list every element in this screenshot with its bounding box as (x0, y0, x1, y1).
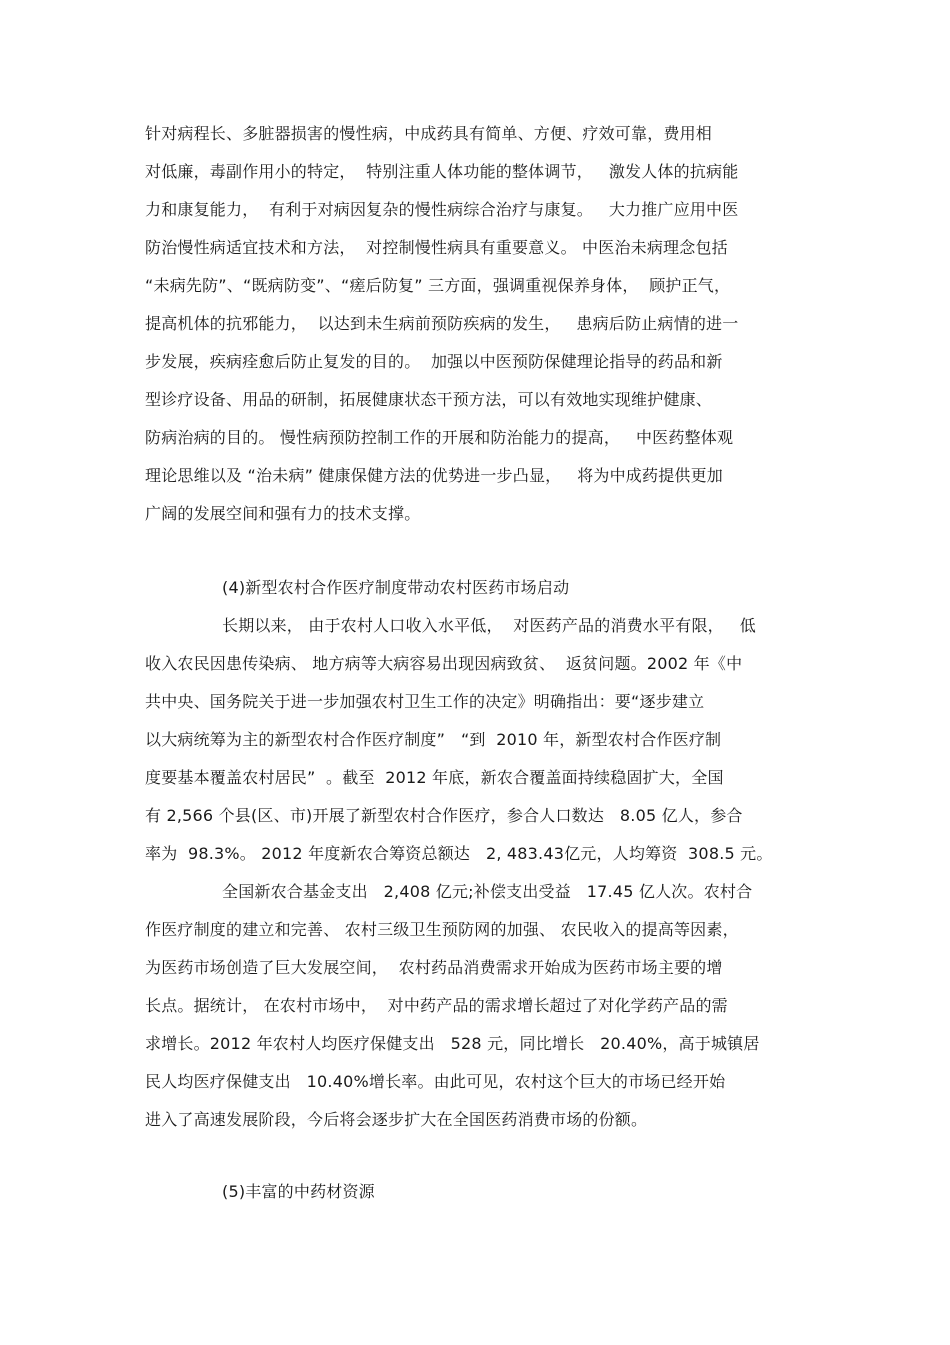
text-line: 对低廉，毒副作用小的特定， 特别注重人体功能的整体调节， 激发人体的抗病能 (145, 162, 739, 181)
text-line: 力和康复能力， 有利于对病因复杂的慢性病综合治疗与康复。 大力推广应用中医 (145, 200, 739, 219)
text-line: 防治慢性病适宜技术和方法， 对控制慢性病具有重要意义。 中医治未病理念包括 (145, 238, 728, 257)
text-line: 为医药市场创造了巨大发展空间， 农村药品消费需求开始成为医药市场主要的增 (145, 958, 723, 977)
text-line: 收入农民因患传染病、 地方病等大病容易出现因病致贫、 返贫问题。2002 年《中 (145, 654, 743, 673)
text-line: 全国新农合基金支出 2,408 亿元;补偿支出受益 17.45 亿人次。农村合 (222, 882, 753, 901)
text-line: 理论思维以及 “治未病” 健康保健方法的优势进一步凸显， 将为中成药提供更加 (145, 466, 724, 485)
text-line: 提高机体的抗邪能力， 以达到未生病前预防疾病的发生， 患病后防止病情的进一 (145, 314, 739, 333)
text-line: 防病治病的目的。 慢性病预防控制工作的开展和防治能力的提高， 中医药整体观 (145, 428, 734, 447)
text-line: 广阔的发展空间和强有力的技术支撑。 (145, 504, 421, 523)
section-heading-4: (4)新型农村合作医疗制度带动农村医药市场启动 (222, 578, 570, 597)
text-line: 以大病统筹为主的新型农村合作医疗制度” “到 2010 年，新型农村合作医疗制 (145, 730, 722, 749)
text-line: 作医疗制度的建立和完善、 农村三级卫生预防网的加强、 农民收入的提高等因素， (145, 920, 739, 939)
text-line: 长点。据统计， 在农村市场中， 对中药产品的需求增长超过了对化学药产品的需 (145, 996, 728, 1015)
text-line: 度要基本覆盖农村居民” 。截至 2012 年底，新农合覆盖面持续稳固扩大，全国 (145, 768, 724, 787)
text-line: “未病先防”、“既病防变”、“瘥后防复” 三方面，强调重视保养身体， 顾护正气， (145, 276, 731, 295)
text-line: 长期以来， 由于农村人口收入水平低， 对医药产品的消费水平有限， 低 (222, 616, 756, 635)
text-line: 针对病程长、多脏器损害的慢性病，中成药具有简单、方便、疗效可靠，费用相 (145, 124, 713, 143)
text-line: 进入了高速发展阶段，今后将会逐步扩大在全国医药消费市场的份额。 (145, 1110, 648, 1129)
text-line: 型诊疗设备、用品的研制，拓展健康状态干预方法，可以有效地实现维护健康、 (145, 390, 713, 409)
text-line: 率为 98.3%。 2012 年度新农合筹资总额达 2, 483.43亿元，人均筹资 308.5 元。 (145, 844, 773, 863)
text-line: 求增长。2012 年农村人均医疗保健支出 528 元，同比增长 20.40%，高于城镇居 (145, 1034, 760, 1053)
text-line: 共中央、国务院关于进一步加强农村卫生工作的决定》明确指出：要“逐步建立 (145, 692, 705, 711)
section-heading-5: (5)丰富的中药材资源 (222, 1182, 375, 1201)
text-line: 步发展，疾病痊愈后防止复发的目的。 加强以中医预防保健理论指导的药品和新 (145, 352, 723, 371)
text-line: 民人均医疗保健支出 10.40%增长率。由此可见，农村这个巨大的市场已经开始 (145, 1072, 726, 1091)
text-line: 有 2,566 个县(区、市)开展了新型农村合作医疗，参合人口数达 8.05 亿人，参合 (145, 806, 743, 825)
